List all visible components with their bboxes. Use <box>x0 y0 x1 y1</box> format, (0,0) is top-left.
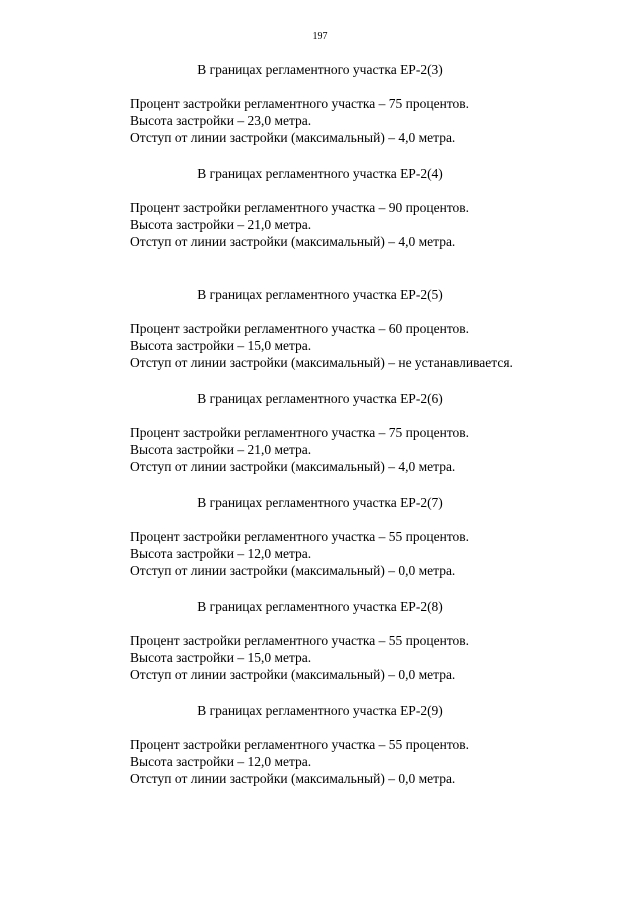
building-height-line: Высота застройки – 15,0 метра. <box>130 650 312 665</box>
section-heading: В границах регламентного участка ЕР-2(3) <box>197 62 443 77</box>
section-heading: В границах регламентного участка ЕР-2(9) <box>197 703 443 718</box>
setback-line: Отступ от линии застройки (максимальный) – 0,0 метра. <box>130 563 456 578</box>
setback-line: Отступ от линии застройки (максимальный) – 4,0 метра. <box>130 130 456 145</box>
building-height-line: Высота застройки – 21,0 метра. <box>130 442 312 457</box>
setback-line: Отступ от линии застройки (максимальный) – 4,0 метра. <box>130 234 456 249</box>
building-height-line: Высота застройки – 23,0 метра. <box>130 113 312 128</box>
building-percentage-line: Процент застройки регламентного участка – 55 процентов. <box>130 529 470 544</box>
section-heading: В границах регламентного участка ЕР-2(7) <box>197 495 443 510</box>
building-percentage-line: Процент застройки регламентного участка – 90 процентов. <box>130 200 470 215</box>
section-heading: В границах регламентного участка ЕР-2(6) <box>197 391 443 406</box>
building-percentage-line: Процент застройки регламентного участка – 60 процентов. <box>130 321 470 336</box>
section-heading: В границах регламентного участка ЕР-2(8) <box>197 599 443 614</box>
building-height-line: Высота застройки – 12,0 метра. <box>130 546 312 561</box>
building-percentage-line: Процент застройки регламентного участка – 75 процентов. <box>130 425 470 440</box>
building-height-line: Высота застройки – 21,0 метра. <box>130 217 312 232</box>
building-percentage-line: Процент застройки регламентного участка – 75 процентов. <box>130 96 470 111</box>
setback-line: Отступ от линии застройки (максимальный) – 0,0 метра. <box>130 667 456 682</box>
setback-line: Отступ от линии застройки (максимальный) – 0,0 метра. <box>130 771 456 786</box>
building-height-line: Высота застройки – 15,0 метра. <box>130 338 312 353</box>
building-percentage-line: Процент застройки регламентного участка – 55 процентов. <box>130 737 470 752</box>
section-heading: В границах регламентного участка ЕР-2(5) <box>197 287 443 302</box>
page-number: 197 <box>312 31 328 42</box>
setback-line: Отступ от линии застройки (максимальный) – не устанавливается. <box>130 355 513 370</box>
building-percentage-line: Процент застройки регламентного участка – 55 процентов. <box>130 633 470 648</box>
section-heading: В границах регламентного участка ЕР-2(4) <box>197 166 443 181</box>
building-height-line: Высота застройки – 12,0 метра. <box>130 754 312 769</box>
setback-line: Отступ от линии застройки (максимальный) – 4,0 метра. <box>130 459 456 474</box>
